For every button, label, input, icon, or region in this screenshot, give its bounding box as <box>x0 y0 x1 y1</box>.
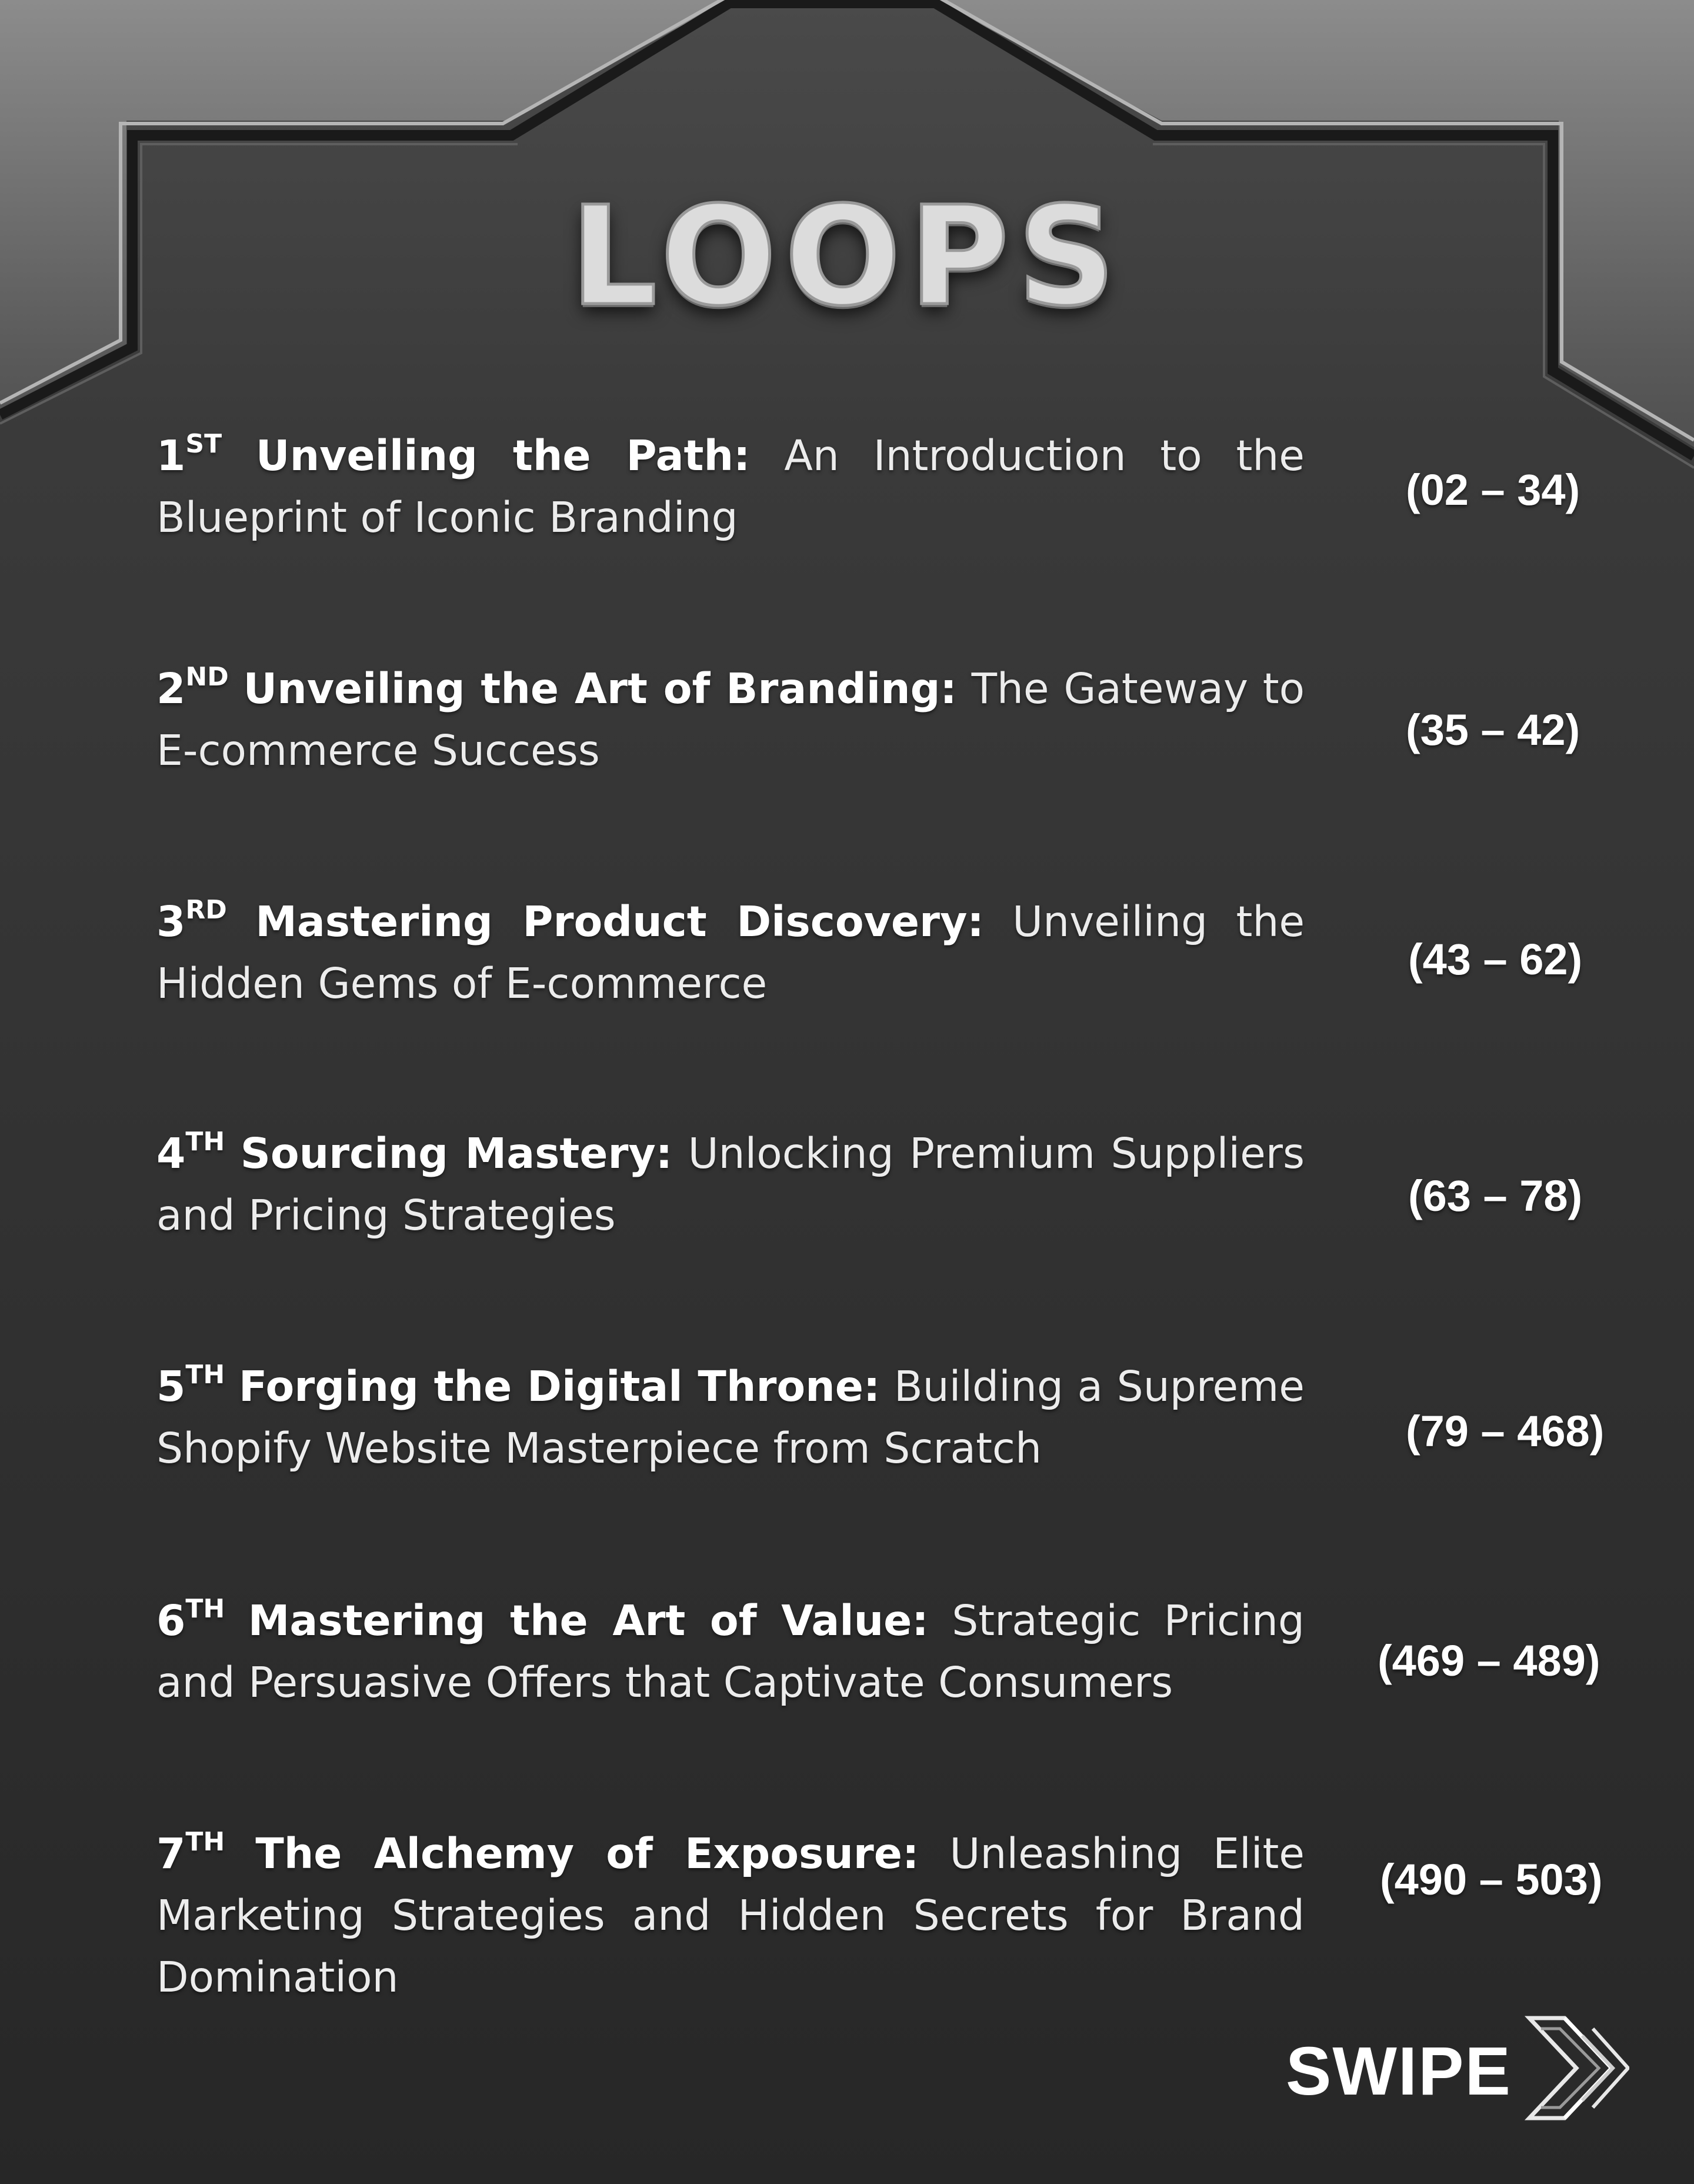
chapter-ordinal: 5TH <box>156 1360 225 1411</box>
entry-text <box>156 1823 1305 2008</box>
chapter-subtitle: Strategic Pricing and Persuasive Offers that Captivate Consumers <box>156 1596 1305 1707</box>
chapter-ordinal: 1ST <box>156 429 222 480</box>
chapter-subtitle: Building a Supreme Shopify Website Masterpiece from Scratch <box>156 1362 1305 1473</box>
chapter-ordinal: 2ND <box>156 662 229 713</box>
page-range: (469 – 489) <box>1378 1636 1600 1685</box>
chapter-heading: Mastering the Art of Value: <box>248 1596 929 1645</box>
chapter-heading: Unveiling the Path: <box>255 431 751 480</box>
page-range: (63 – 78) <box>1408 1171 1583 1220</box>
chapter-subtitle: Unleashing Elite Marketing Strategies and Hidden Secrets for Brand Domination <box>156 1829 1305 2002</box>
page-range: (02 – 34) <box>1406 465 1580 514</box>
entry-text <box>156 1590 1305 1713</box>
entry-text <box>156 425 1305 548</box>
chapter-ordinal: 6TH <box>156 1594 225 1645</box>
entry-text <box>156 658 1305 781</box>
ordinal-suffix: TH <box>185 1827 225 1857</box>
chapter-ordinal: 4TH <box>156 1127 225 1178</box>
chapter-subtitle: The Gateway to E-commerce Success <box>156 664 1305 775</box>
chapter-heading: The Alchemy of Exposure: <box>255 1829 919 1878</box>
ordinal-suffix: RD <box>185 895 227 925</box>
ordinal-suffix: ST <box>185 429 222 459</box>
chapter-heading: Forging the Digital Throne: <box>238 1362 881 1411</box>
ordinal-suffix: ND <box>185 662 229 692</box>
swipe-label[interactable]: SWIPE <box>1286 2033 1512 2109</box>
chapter-ordinal: 7TH <box>156 1827 225 1878</box>
page-range: (35 – 42) <box>1406 705 1580 754</box>
entry-text <box>156 891 1305 1014</box>
chapter-heading: Mastering Product Discovery: <box>255 897 984 946</box>
chapter-subtitle: Unlocking Premium Suppliers and Pricing Strategies <box>156 1129 1305 1240</box>
double-chevron-right-icon[interactable] <box>1523 2012 1629 2124</box>
page-range: (79 – 468) <box>1406 1407 1605 1456</box>
entry-text <box>156 1123 1305 1246</box>
chapter-subtitle: Unveiling the Hidden Gems of E-commerce <box>156 897 1305 1008</box>
chapter-subtitle: An Introduction to the Blueprint of Iconic Branding <box>156 431 1305 542</box>
ordinal-suffix: TH <box>185 1594 225 1624</box>
chapter-ordinal: 3RD <box>156 895 227 946</box>
chapter-heading: Unveiling the Art of Branding: <box>243 664 957 713</box>
ordinal-suffix: TH <box>185 1127 225 1157</box>
page-range: (43 – 62) <box>1408 935 1583 984</box>
chapter-heading: Sourcing Mastery: <box>240 1129 673 1178</box>
page-title: LOOPS <box>570 177 1124 336</box>
page-range: (490 – 503) <box>1380 1855 1603 1904</box>
entry-text <box>156 1356 1305 1479</box>
ordinal-suffix: TH <box>185 1360 225 1390</box>
